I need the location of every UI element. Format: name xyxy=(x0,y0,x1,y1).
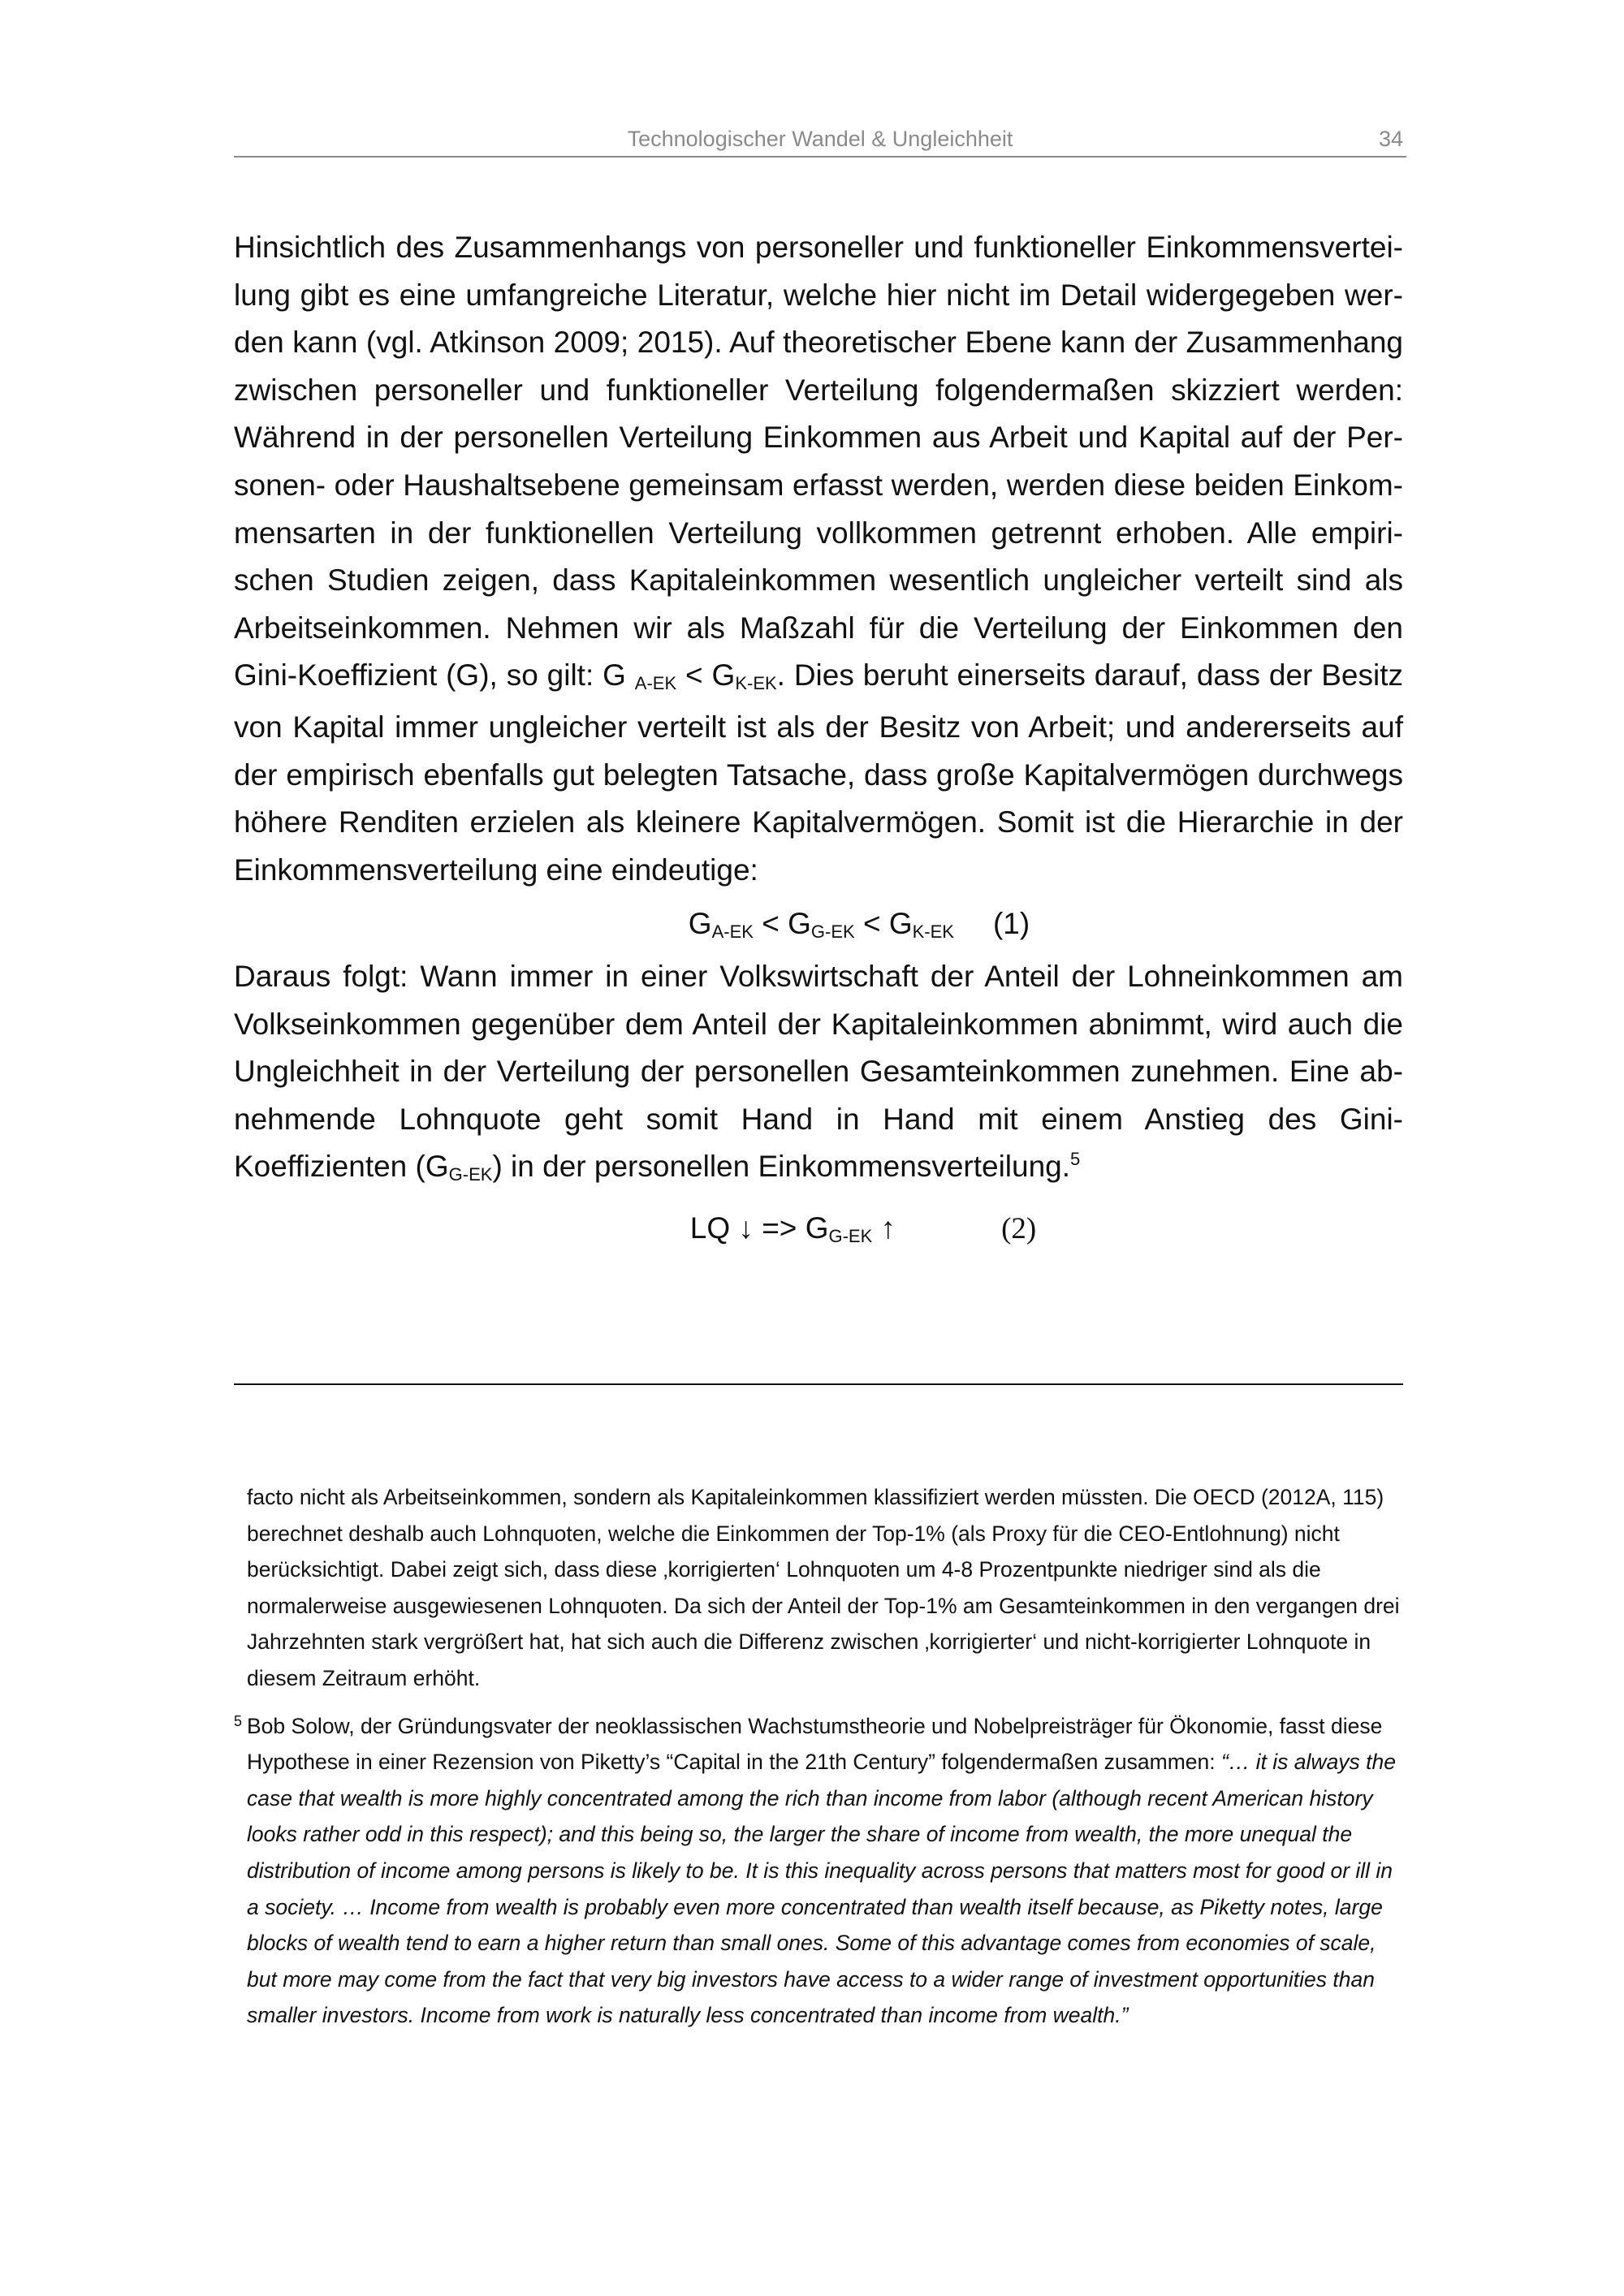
paragraph-1-text-b: . Dies beruht einerseits darauf, dass der Besitz von Kapital immer ungleicher verteilt ist als der Besitz von Arbeit; und andererseits auf der empirisch ebenfalls gut belegten Tatsache, dass große Kapitalvermögen durchwegs höhere Renditen erzielen als kleinere Kapitalvermögen. Somit ist die Hierarchie in der Einkommensverteilung eine eindeutige: xyxy=(234,658,1403,887)
eq2-sub-g-ek: G-EK xyxy=(828,1225,873,1246)
eq1-sub-k-ek: K-EK xyxy=(912,921,954,943)
footnotes xyxy=(234,1479,1403,2034)
equation-2-number: (2) xyxy=(1001,1211,1037,1245)
footnote-5-text: Bob Solow, der Gründungsvater der neoklassischen Wachstumstheorie und Nobelpreisträger für Ökonomie, fasst diese Hypothese in einer Rezension von Piketty’s “Capital in the 21th Century” folgendermaßen zusammen: xyxy=(247,1713,1383,1775)
running-header xyxy=(234,123,1406,158)
eq1-op1: < G xyxy=(753,907,811,941)
paragraph-1 xyxy=(234,224,1403,894)
equation-1-number: (1) xyxy=(992,907,1030,941)
page-number: 34 xyxy=(1378,127,1403,151)
subscript-g-ek: G-EK xyxy=(448,1164,493,1185)
footnote-5-mark: 5 xyxy=(234,1712,243,1729)
gini-open: (G xyxy=(415,1150,449,1184)
eq1-g1: G xyxy=(688,907,712,941)
subscript-a-ek: A-EK xyxy=(634,673,677,694)
main-text xyxy=(234,224,1403,1252)
paragraph-2 xyxy=(234,953,1403,1195)
paragraph-1-text-a: Hinsichtlich des Zusammenhangs von personeller und funktioneller Einkommensverteilung gibt es eine umfangreiche Literatur, welche hier nicht im Detail widergegeben werden kann (vgl. Atkinson 2009; 2015). Auf theoretischer Ebene kann der Zusammenhang zwischen personeller und funktioneller Verteilung folgendermaßen skizziert werden: Während in der personellen Verteilung Einkommen aus Arbeit und Kapital auf der Personen- oder Haushaltsebene gemeinsam erfasst werden, werden diese beiden Einkommensarten in der funktionellen Verteilung vollkommen getrennt erhoben. Alle empirischen Studien zeigen, dass Kapitaleinkommen wesentlich ungleicher verteilt sind als Arbeitseinkommen. Nehmen wir als Maßzahl für die Verteilung der Einkommen den Gini-Koeffizient (G), so gilt: G xyxy=(234,231,1403,693)
equation-2-expression xyxy=(690,1205,896,1257)
eq2-lhs: LQ ↓ => G xyxy=(689,1211,829,1245)
paragraph-2-tail: ) in der personellen Einkommensverteilung. xyxy=(492,1150,1071,1184)
eq1-sub-a-ek: A-EK xyxy=(711,921,754,943)
footnote-continued: facto nicht als Arbeitseinkommen, sondern als Kapitaleinkommen klassifiziert werden müssten. Die OECD (2012A, 115) berechnet deshalb auch Lohnquoten, welche die Einkommen der Top-1% (als Proxy für die CEO-Entlohnung) nicht berücksichtigt. Dabei zeigt sich, dass diese ‚korrigierten‘ Lohnquoten um 4-8 Prozentpunkte niedriger sind als die normalerweise ausgewiesenen Lohnquoten. Da sich der Anteil der Top-1% am Gesamteinkommen in den vergangen drei Jahrzehnten stark vergrößert hat, hat sich auch die Differenz zwischen ‚korrigierter‘ und nicht-korrigierter Lohnquote in diesem Zeitraum erhöht. xyxy=(247,1485,1400,1690)
less-than: < G xyxy=(676,658,736,693)
equation-2 xyxy=(234,1205,1403,1253)
paragraph-2-text: Daraus folgt: Wann immer in einer Volkswirtschaft der Anteil der Lohneinkommen am Volkseinkommen gegenüber dem Anteil der Kapitaleinkommen abnimmt, wird auch die Ungleichheit in der Verteilung der personellen Gesamteinkommen zunehmen. Eine abnehmende Lohnquote geht somit Hand in Hand mit einem Anstieg des Gini-Koeffizienten xyxy=(234,959,1403,1184)
paragraph-2-end xyxy=(416,1150,1081,1183)
footnote-ref-5[interactable]: 5 xyxy=(1070,1149,1081,1170)
eq1-op2: < G xyxy=(854,907,913,941)
footnote-5-quote: “… it is always the case that wealth is more highly concentrated among the rich than income from labor (although recent American history looks rather odd in this respect); and this being so, the larger the share of income from wealth, the more unequal the distribution of income among persons is likely to be. It is this inequality across persons that matters most for good or ill in a society. … Income from wealth is probably even more concentrated than wealth itself because, as Piketty notes, large blocks of wealth tend to earn a higher return than small ones. Some of this advantage comes from economies of scale, but more may come from the fact that very big investors have access to a wider range of investment opportunities than smaller investors. Income from work is naturally less concentrated than income from wealth.” xyxy=(247,1750,1397,2028)
equation-1 xyxy=(234,900,1403,948)
equation-1-expression xyxy=(689,900,954,952)
subscript-k-ek: K-EK xyxy=(735,673,777,694)
up-arrow-icon: ↑ xyxy=(872,1211,896,1245)
header-title: Technologischer Wandel & Ungleichheit xyxy=(627,127,1013,151)
eq1-sub-g-ek: G-EK xyxy=(810,921,855,943)
footnote-separator xyxy=(234,1383,1403,1385)
footnote-5 xyxy=(234,1708,1403,2034)
